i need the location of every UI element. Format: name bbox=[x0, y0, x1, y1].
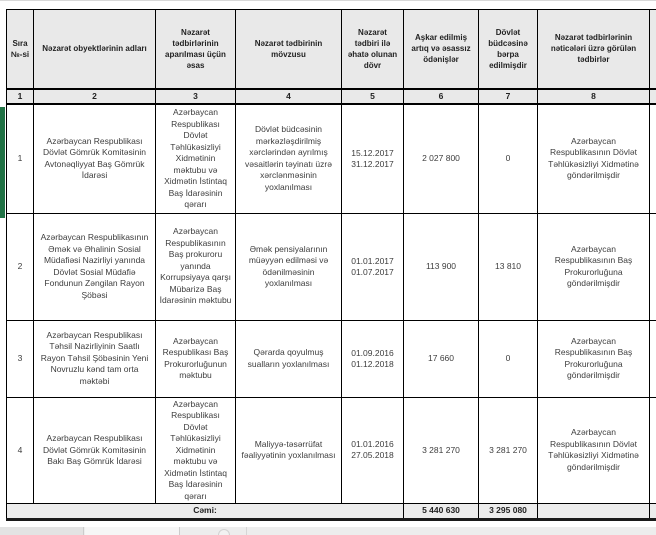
period-start: 01.01.2017 bbox=[345, 256, 400, 267]
header-object-names[interactable]: Nəzarət obyektlərinin adları bbox=[34, 10, 156, 89]
cell-restored[interactable]: 13 810 bbox=[479, 213, 538, 320]
period-start: 01.01.2016 bbox=[345, 439, 400, 450]
cell-extra[interactable] bbox=[650, 213, 656, 320]
cell-subject[interactable]: Əmək pensiyalarının müəyyən edilməsi və ödənilməsinin yoxlanılması bbox=[236, 213, 342, 320]
colnum-8[interactable]: 8 bbox=[538, 89, 650, 105]
column-number-row bbox=[7, 89, 656, 105]
cell-object[interactable]: Azərbaycan Respublikası Dövlət Gömrük Komitəsinin Avtonəqliyyat Baş Gömrük İdarəsi bbox=[34, 104, 156, 213]
total-restored[interactable]: 3 295 080 bbox=[479, 504, 538, 520]
cell-extra[interactable] bbox=[650, 397, 656, 504]
period-end: 31.12.2017 bbox=[345, 159, 400, 170]
cell-subject[interactable]: Maliyyə-təsərrüfat fəaliyyətinin yoxlanılması bbox=[236, 397, 342, 504]
colnum-5[interactable]: 5 bbox=[342, 89, 404, 105]
table-row-3 bbox=[7, 320, 656, 397]
cell-object[interactable]: Azərbaycan Respublikasının Əmək və Əhalinin Sosial Müdafiəsi Nazirliyi yanında Dövlət Sosial Müdafiə Fondunun Zəngilan Rayon Şöbəsi bbox=[34, 213, 156, 320]
cell-basis[interactable]: Azərbaycan Respublikası Dövlət Təhlükəsizliyi Xidmətinin məktubu və Xidmətin İstintaq Baş İdarəsinin qərarı bbox=[156, 104, 236, 213]
cell-restored[interactable]: 0 bbox=[479, 104, 538, 213]
cell-basis[interactable]: Azərbaycan Respublikasının Baş prokuroru yanında Korrupsiyaya qarşı Mübarizə Baş İdarəsinin məktubu bbox=[156, 213, 236, 320]
colnum-7[interactable]: 7 bbox=[479, 89, 538, 105]
cell-basis[interactable]: Azərbaycan Respublikası Baş Prokurorluğunun məktubu bbox=[156, 320, 236, 397]
cell-detected[interactable]: 113 900 bbox=[404, 213, 479, 320]
period-end: 27.05.2018 bbox=[345, 450, 400, 461]
table-row-4 bbox=[7, 397, 656, 504]
status-circle-icon bbox=[218, 529, 230, 535]
total-label[interactable]: Cəmi: bbox=[7, 504, 404, 520]
colnum-extra[interactable] bbox=[650, 89, 656, 105]
period-start: 01.09.2016 bbox=[345, 348, 400, 359]
cell-period[interactable] bbox=[342, 320, 404, 397]
header-row bbox=[7, 10, 656, 89]
cell-detected[interactable]: 2 027 800 bbox=[404, 104, 479, 213]
header-detected-payments[interactable]: Aşkar edilmiş artıq və əsassız ödənişlər bbox=[404, 10, 479, 89]
cell-row-number[interactable]: 1 bbox=[7, 104, 34, 213]
header-subject[interactable]: Nəzarət tədbirinin mövzusu bbox=[236, 10, 342, 89]
colnum-4[interactable]: 4 bbox=[236, 89, 342, 105]
cell-period[interactable] bbox=[342, 104, 404, 213]
cell-subject[interactable]: Qərarda qoyulmuş sualların yoxlanılması bbox=[236, 320, 342, 397]
header-extra-sliver[interactable] bbox=[650, 10, 656, 89]
audit-table bbox=[6, 9, 656, 521]
cell-restored[interactable]: 3 281 270 bbox=[479, 397, 538, 504]
cell-row-number[interactable]: 4 bbox=[7, 397, 34, 504]
cell-action[interactable]: Azərbaycan Respublikasının Baş Prokurorluğuna göndərilmişdir bbox=[538, 320, 650, 397]
cell-detected[interactable]: 17 660 bbox=[404, 320, 479, 397]
table-row-2 bbox=[7, 213, 656, 320]
header-actions-taken[interactable]: Nəzarət tədbirlərinin nəticələri üzrə görülən tədbirlər bbox=[538, 10, 650, 89]
cell-row-number[interactable]: 3 bbox=[7, 320, 34, 397]
total-action-empty[interactable] bbox=[538, 504, 650, 520]
period-end: 01.07.2017 bbox=[345, 267, 400, 278]
cell-object[interactable]: Azərbaycan Respublikası Dövlət Gömrük Komitəsinin Bakı Baş Gömrük İdarəsi bbox=[34, 397, 156, 504]
colnum-6[interactable]: 6 bbox=[404, 89, 479, 105]
cell-action[interactable]: Azərbaycan Respublikasının Dövlət Təhlükəsizliyi Xidmətinə göndərilmişdir bbox=[538, 397, 650, 504]
cell-action[interactable]: Azərbaycan Respublikasının Dövlət Təhlükəsizliyi Xidmətinə göndərilmişdir bbox=[538, 104, 650, 213]
header-sira-no[interactable]: Sıra №-si bbox=[7, 10, 34, 89]
cell-action[interactable]: Azərbaycan Respublikasının Baş Prokurorluğuna göndərilmişdir bbox=[538, 213, 650, 320]
header-period[interactable]: Nəzarət tədbiri ilə əhatə olunan dövr bbox=[342, 10, 404, 89]
cell-row-number[interactable]: 2 bbox=[7, 213, 34, 320]
cell-basis[interactable]: Azərbaycan Respublikası Dövlət Təhlükəsizliyi Xidmətinin məktubu və Xidmətin İstintaq Baş İdarəsinin qərarı bbox=[156, 397, 236, 504]
cell-period[interactable] bbox=[342, 397, 404, 504]
total-extra[interactable] bbox=[650, 504, 656, 520]
cell-subject[interactable]: Dövlət büdcəsinin mərkəzləşdirilmiş xərclərindən ayrılmış vəsaitlərin təyinatı üzrə xərclənməsinin yoxlanılması bbox=[236, 104, 342, 213]
total-row bbox=[7, 504, 656, 520]
colnum-3[interactable]: 3 bbox=[156, 89, 236, 105]
cell-detected[interactable]: 3 281 270 bbox=[404, 397, 479, 504]
header-restored-budget[interactable]: Dövlət büdcəsinə bərpa edilmişdir bbox=[479, 10, 538, 89]
cell-extra[interactable] bbox=[650, 320, 656, 397]
period-end: 01.12.2018 bbox=[345, 359, 400, 370]
colnum-2[interactable]: 2 bbox=[34, 89, 156, 105]
header-basis[interactable]: Nəzarət tədbirlərinin aparılması üçün əsas bbox=[156, 10, 236, 89]
row-selection-indicator bbox=[0, 107, 5, 218]
cell-extra[interactable] bbox=[650, 104, 656, 213]
cell-restored[interactable]: 0 bbox=[479, 320, 538, 397]
total-detected[interactable]: 5 440 630 bbox=[404, 504, 479, 520]
cell-object[interactable]: Azərbaycan Respublikası Təhsil Nazirliyinin Saatlı Rayon Təhsil Şöbəsinin Yeni Novruzlu kənd tam orta məktəbi bbox=[34, 320, 156, 397]
colnum-1[interactable]: 1 bbox=[7, 89, 34, 105]
table-row-1 bbox=[7, 104, 656, 213]
period-start: 15.12.2017 bbox=[345, 148, 400, 159]
cell-period[interactable] bbox=[342, 213, 404, 320]
